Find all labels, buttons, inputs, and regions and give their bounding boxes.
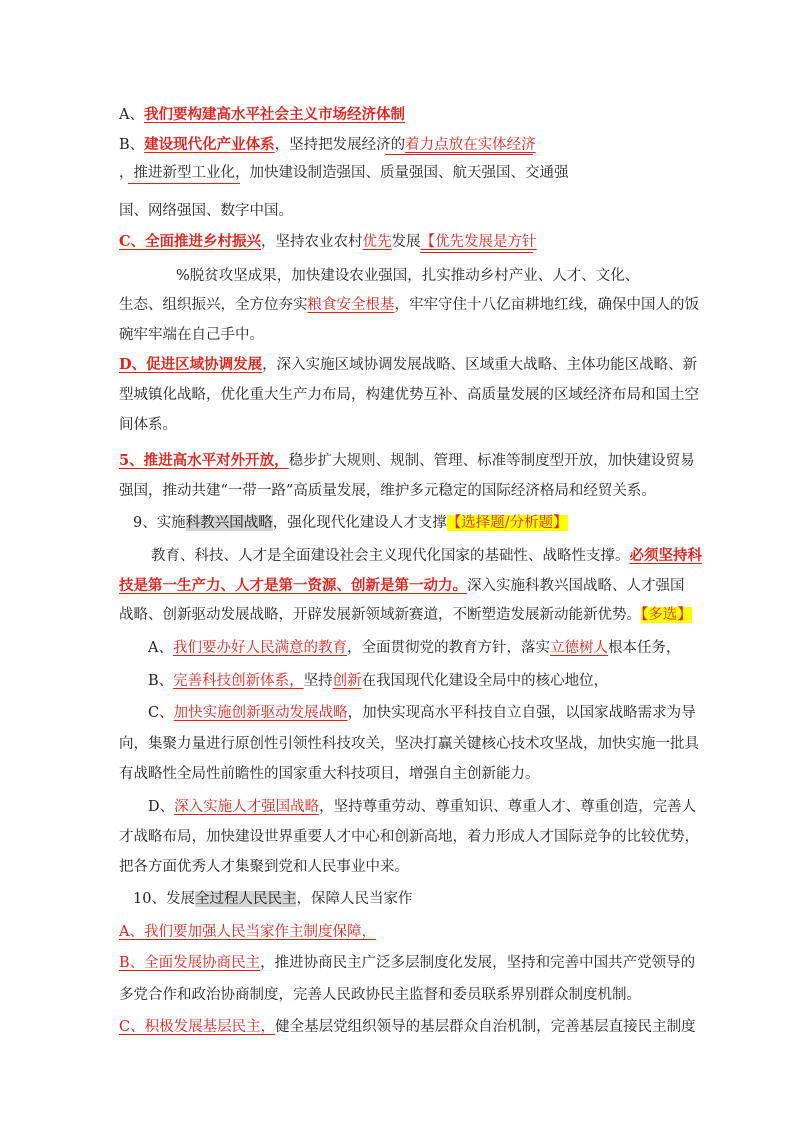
key-point-text: C、全面推进乡村振兴 xyxy=(119,233,262,250)
text-segment: 生态、组织振兴，全方位夯实 xyxy=(119,297,308,313)
text-line xyxy=(148,797,696,817)
text-line xyxy=(119,451,695,471)
highlight-tag: 【多选】 xyxy=(641,607,692,623)
text-segment: 才战略布局，加快建设世界重要人才中心和创新高地，着力形成人才国际竞争的比较优势， xyxy=(119,829,699,845)
key-point-text: 优先 xyxy=(362,234,392,250)
text-segment: ，深入实施区域协调发展战略、区域重大战略、主体功能区战略、新 xyxy=(262,357,698,373)
text-line xyxy=(119,355,697,375)
key-point-text: 建设现代化产业体系 xyxy=(144,136,275,153)
text-segment: 10、发展 xyxy=(133,891,195,907)
text-line xyxy=(119,135,536,155)
text-segment: C、 xyxy=(148,705,174,721)
text-line xyxy=(148,703,696,723)
text-line xyxy=(119,415,177,435)
key-point-text: 我们要办好人民满意的教育 xyxy=(172,640,347,656)
text-line xyxy=(119,576,685,596)
text-segment: 战略、创新驱动发展战略，开辟发展新领域新赛道，不断塑造发展新动能新优势。 xyxy=(119,607,641,623)
text-segment: 型城镇化战略，优化重大生产力布局，构建优势互补、高质量发展的区域经济布局和国土空 xyxy=(119,387,699,403)
key-point-text: D、促进区域协调发展 xyxy=(119,356,263,373)
text-segment: ，全面贯彻党的教育方针，落实 xyxy=(346,640,550,656)
highlighted-term: 全过程人民民主 xyxy=(194,891,297,907)
text-segment: 发展 xyxy=(391,234,421,250)
red-underline-mark xyxy=(420,252,533,253)
text-segment: 多党合作和政治协商制度，完善人民政协民主监督和委员联系界别群众制度机制。 xyxy=(119,987,641,1003)
text-line xyxy=(119,295,699,315)
text-line xyxy=(119,201,293,221)
text-line xyxy=(151,546,702,566)
text-line xyxy=(119,764,540,784)
text-segment: A、 xyxy=(119,107,144,123)
text-segment: B、 xyxy=(119,137,145,153)
text-segment: 把各方面优秀人才集聚到党和人民事业中来。 xyxy=(119,859,409,875)
text-segment: ，推进协商民主广泛多层制度化发展，坚持和完善中国共产党领导的 xyxy=(260,955,696,971)
key-point-text: 粮食安全根基 xyxy=(307,297,395,313)
text-line xyxy=(119,325,264,345)
key-point-text: 着力点放在实体经济 xyxy=(405,137,536,153)
text-line xyxy=(119,827,699,847)
key-point-text: B、全面发展协商民主 xyxy=(119,955,261,971)
text-segment: 向，集聚力量进行原创性引领性科技攻关，坚决打赢关键核心技术攻坚战，加快实施一批具 xyxy=(119,736,699,752)
text-line xyxy=(119,953,695,973)
text-segment: 教育、科技、人才是全面建设社会主义现代化国家的基础性、战略性支撑。 xyxy=(151,548,630,564)
text-segment: ，牢牢守住十八亿亩耕地红线，确保中国人的饭 xyxy=(394,297,699,313)
text-segment: ，强化现代化建设人才支撑 xyxy=(272,515,447,531)
text-segment: ，加快实现高水平科技自立自强，以国家战略需求为导 xyxy=(347,705,696,721)
text-segment: B、 xyxy=(148,673,174,689)
text-segment: 根本任务， xyxy=(607,640,681,656)
text-line xyxy=(119,163,569,183)
key-point-text: 完善科技创新体系， xyxy=(173,673,304,689)
key-point-text: 技是第一生产力、人才是第一资源、创新是第一动力。 xyxy=(119,577,467,594)
text-segment: ，坚持把发展经济的 xyxy=(274,137,406,153)
text-line xyxy=(119,985,641,1005)
text-line xyxy=(119,734,699,754)
key-point-text: 深入实施人才强国战略 xyxy=(174,799,320,815)
text-segment: ，保障人民当家作 xyxy=(296,891,413,907)
text-segment: 稳步扩大规则、规制、管理、标准等制度型开放，加快建设贸易 xyxy=(288,453,695,469)
key-point-text: 加快实施创新驱动发展战略 xyxy=(173,705,348,721)
text-segment: 有战略性全局性前瞻性的国家重大科技项目，增强自主创新能力。 xyxy=(119,766,540,782)
text-segment: 9、实施 xyxy=(133,515,186,531)
key-point-text: A、我们要加强人民当家作主制度保障， xyxy=(119,924,376,940)
text-line xyxy=(119,857,409,877)
text-line xyxy=(119,1017,696,1037)
text-segment: %脱贫攻坚成果，加快建设农业强国，扎实推动乡村产业、人才、文化、 xyxy=(176,268,640,284)
key-point-text: C、积极发展基层民主， xyxy=(119,1019,276,1035)
key-point-text: 5、推进高水平对外开放， xyxy=(119,452,289,469)
text-line xyxy=(148,638,680,658)
text-segment: ，坚持农业农村 xyxy=(261,234,363,250)
key-point-text: 必须坚持科 xyxy=(629,547,702,564)
text-segment: A、 xyxy=(148,640,173,656)
text-line xyxy=(119,922,376,942)
text-line xyxy=(119,481,656,501)
text-line xyxy=(133,513,568,533)
text-line xyxy=(119,232,537,252)
text-segment: ，坚持尊重劳动、尊重知识、尊重人才、尊重创造，完善人 xyxy=(319,799,697,815)
text-segment: 健全基层党组织领导的基层群众自治机制，完善基层直接民主制度 xyxy=(275,1019,696,1035)
text-segment: 强国，推动共建“一带一路”高质量发展，维护多元稳定的国际经济格局和经贸关系。 xyxy=(119,483,656,499)
key-point-text: 【优先发展是方针 xyxy=(420,234,537,250)
text-line xyxy=(119,105,405,125)
text-line xyxy=(119,605,692,625)
highlighted-term: 科教兴国战略 xyxy=(185,515,273,531)
text-line xyxy=(148,671,608,691)
text-segment: 碗牢牢端在自己手中。 xyxy=(119,327,264,343)
text-segment: 间体系。 xyxy=(119,417,177,433)
text-segment: 在我国现代化建设全局中的核心地位， xyxy=(361,673,609,689)
highlight-tag: 【选择题/分析题】 xyxy=(446,515,568,531)
text-segment: 坚持 xyxy=(303,673,333,689)
key-point-text: 创新 xyxy=(332,673,362,689)
text-segment: ，推进新型工业化 xyxy=(119,165,235,181)
text-segment: ，加快建设制造强国、质量强国、航天强国、交通强 xyxy=(235,165,569,181)
key-point-text: 立德树人 xyxy=(549,640,608,656)
text-line xyxy=(176,266,639,286)
red-underline-mark xyxy=(128,183,240,184)
text-segment: D、 xyxy=(148,799,175,815)
text-line xyxy=(133,889,412,909)
text-line xyxy=(119,385,699,405)
key-point-text: 我们要构建高水平社会主义市场经济体制 xyxy=(143,106,405,123)
text-segment: 深入实施科教兴国战略、人才强国 xyxy=(467,578,685,594)
text-segment: 国、网络强国、数字中国。 xyxy=(119,203,293,219)
